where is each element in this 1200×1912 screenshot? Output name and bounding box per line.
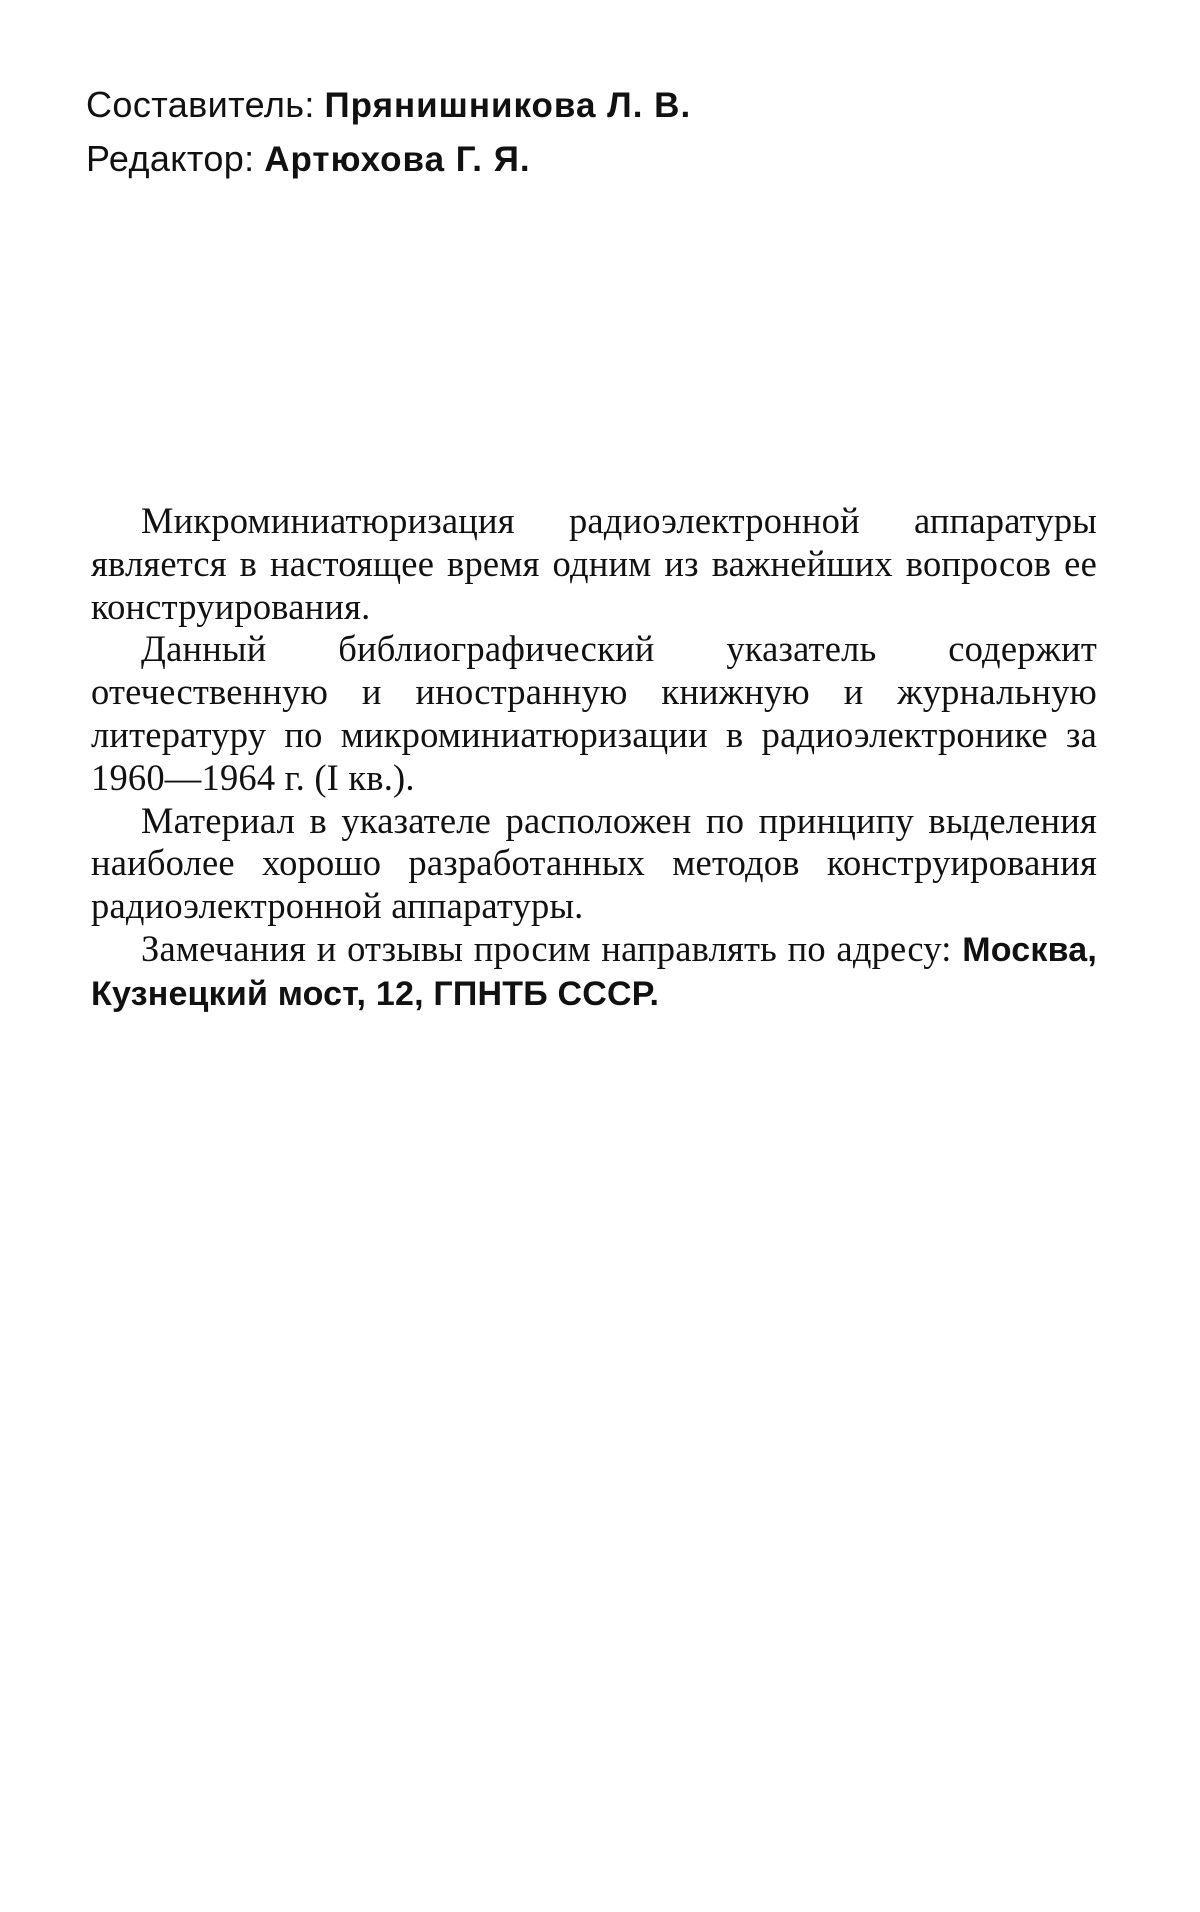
abstract-paragraph-2: Данный библиографический указатель содержит отечественную и иностранную книжную и журнальную литературу по микроминиатюризации в радиоэлектронике за 1960—1964 г. (I кв.). bbox=[91, 628, 1097, 798]
editor-name: Артюхова Г. Я. bbox=[264, 140, 531, 179]
abstract-paragraph-4 bbox=[91, 928, 1097, 1016]
feedback-text: Замечания и отзывы просим направлять по адресу: bbox=[141, 927, 952, 969]
editor-label: Редактор: bbox=[86, 138, 255, 179]
abstract-paragraph-1: Микроминиатюризация радиоэлектронной аппаратуры является в настоящее время одним из важнейших вопросов ее конструирования. bbox=[91, 500, 1097, 627]
feedback-address: Москва, Кузнецкий мост, 12, ГПНТБ СССР. bbox=[91, 930, 1097, 1013]
editor-line bbox=[86, 132, 1086, 186]
compiler-name: Прянишникова Л. В. bbox=[324, 86, 692, 125]
compiler-line bbox=[86, 78, 1086, 132]
compiler-label: Составитель: bbox=[86, 84, 315, 125]
abstract-block bbox=[91, 500, 1097, 1016]
credits-block bbox=[86, 78, 1086, 186]
abstract-paragraph-3: Материал в указателе расположен по принципу выделения наиболее хорошо разработанных методов конструирования радиоэлектронной аппаратуры. bbox=[91, 799, 1097, 927]
